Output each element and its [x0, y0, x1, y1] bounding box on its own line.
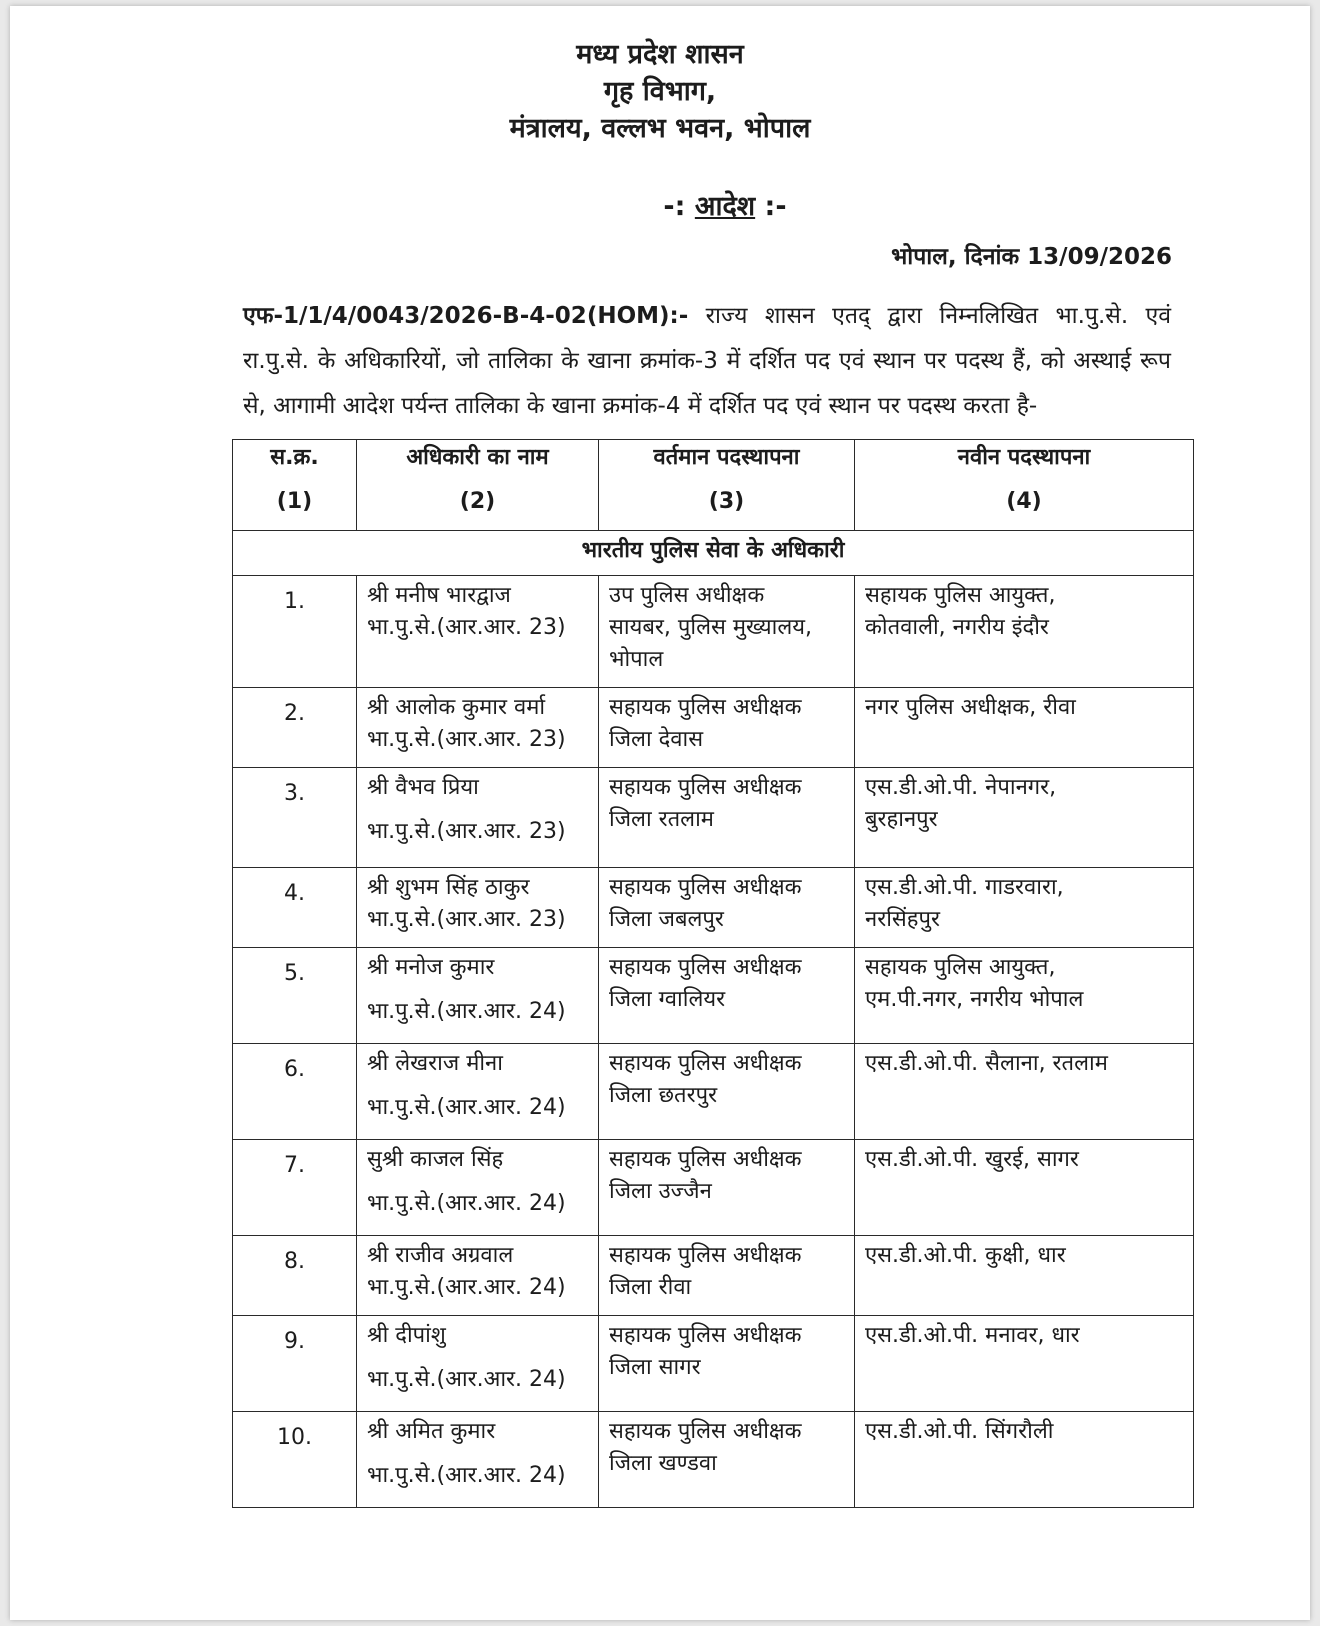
officer-rank: भा.पु.से.(आर.आर. 23): [367, 727, 566, 752]
officer-name: श्री अमित कुमार: [367, 1419, 496, 1444]
officer-rank: भा.पु.से.(आर.आर. 24): [367, 1275, 566, 1300]
table-row: [233, 1140, 1194, 1236]
officer-rank: भा.पु.से.(आर.आर. 23): [367, 615, 566, 640]
table-row: [233, 1236, 1194, 1316]
officer-name: सुश्री काजल सिंह: [367, 1147, 504, 1172]
row-current-posting: सहायक पुलिस अधीक्षक जिला देवास: [599, 688, 855, 768]
row-new-posting: सहायक पुलिस आयुक्त, एम.पी.नगर, नगरीय भोपाल: [855, 948, 1194, 1044]
row-current-posting: सहायक पुलिस अधीक्षक जिला उज्जैन: [599, 1140, 855, 1236]
officer-name: श्री दीपांशु: [367, 1323, 446, 1348]
row-officer: [357, 948, 599, 1044]
row-serial: 4.: [233, 868, 357, 948]
posting-table: [232, 439, 1194, 1508]
order-heading: [10, 186, 1310, 223]
row-serial: 3.: [233, 768, 357, 868]
officer-name: श्री राजीव अग्रवाल: [367, 1243, 514, 1268]
officer-rank: भा.पु.से.(आर.आर. 24): [367, 1095, 566, 1120]
letterhead: [10, 36, 1310, 147]
row-officer: [357, 688, 599, 768]
row-officer: [357, 1044, 599, 1140]
posting-table-header: [233, 440, 1194, 531]
row-current-posting: सहायक पुलिस अधीक्षक जिला जबलपुर: [599, 868, 855, 948]
order-body: [243, 294, 1171, 429]
row-officer: [357, 1236, 599, 1316]
letterhead-department: गृह विभाग,: [603, 76, 717, 107]
row-officer: [357, 1316, 599, 1412]
row-new-posting: एस.डी.ओ.पी. गाडरवारा, नरसिंहपुर: [855, 868, 1194, 948]
officer-rank: भा.पु.से.(आर.आर. 23): [367, 819, 566, 844]
order-heading-suffix: :-: [764, 191, 787, 222]
header-current-posting-number: (3): [708, 489, 745, 514]
row-current-posting: सहायक पुलिस अधीक्षक जिला खण्डवा: [599, 1412, 855, 1508]
order-date: भोपाल, दिनांक 13/09/2026: [891, 244, 1172, 270]
row-officer: [357, 1412, 599, 1508]
header-serial: स.क्र. (1): [233, 440, 357, 531]
officer-name: श्री आलोक कुमार वर्मा: [367, 695, 546, 720]
order-reference-number: एफ-1/1/4/0043/2026-B-4-02(HOM):-: [243, 303, 689, 329]
row-new-posting: एस.डी.ओ.पी. सैलाना, रतलाम: [855, 1044, 1194, 1140]
row-current-posting: सहायक पुलिस अधीक्षक जिला रतलाम: [599, 768, 855, 868]
row-new-posting: एस.डी.ओ.पी. खुरई, सागर: [855, 1140, 1194, 1236]
order-heading-title: आदेश: [694, 191, 756, 222]
officer-name: श्री मनीष भारद्वाज: [367, 583, 511, 608]
header-serial-number: (1): [276, 489, 313, 514]
row-serial: 6.: [233, 1044, 357, 1140]
table-row: [233, 576, 1194, 688]
table-row: [233, 868, 1194, 948]
header-officer-name: अधिकारी का नाम (2): [357, 440, 599, 531]
row-new-posting: एस.डी.ओ.पी. मनावर, धार: [855, 1316, 1194, 1412]
row-serial: 8.: [233, 1236, 357, 1316]
officer-rank: भा.पु.से.(आर.आर. 23): [367, 907, 566, 932]
officer-name: श्री मनोज कुमार: [367, 955, 495, 980]
letterhead-address: मंत्रालय, वल्लभ भवन, भोपाल: [509, 113, 811, 144]
officer-rank: भा.पु.से.(आर.आर. 24): [367, 1463, 566, 1488]
header-new-posting: नवीन पदस्थापना (4): [855, 440, 1194, 531]
officer-rank: भा.पु.से.(आर.आर. 24): [367, 1367, 566, 1392]
table-row: [233, 768, 1194, 868]
row-current-posting: सहायक पुलिस अधीक्षक जिला छतरपुर: [599, 1044, 855, 1140]
officer-name: श्री शुभम सिंह ठाकुर: [367, 875, 530, 900]
row-new-posting: एस.डी.ओ.पी. कुक्षी, धार: [855, 1236, 1194, 1316]
header-current-posting: वर्तमान पदस्थापना (3): [599, 440, 855, 531]
row-current-posting: सहायक पुलिस अधीक्षक जिला ग्वालियर: [599, 948, 855, 1044]
row-serial: 7.: [233, 1140, 357, 1236]
section-row: [233, 531, 1194, 576]
row-new-posting: सहायक पुलिस आयुक्त, कोतवाली, नगरीय इंदौर: [855, 576, 1194, 688]
row-new-posting: एस.डी.ओ.पी. नेपानगर, बुरहानपुर: [855, 768, 1194, 868]
letterhead-government: मध्य प्रदेश शासन: [576, 39, 744, 70]
table-row: [233, 1316, 1194, 1412]
row-current-posting: उप पुलिस अधीक्षक सायबर, पुलिस मुख्यालय, भोपाल: [599, 576, 855, 688]
row-serial: 9.: [233, 1316, 357, 1412]
table-row: [233, 688, 1194, 768]
row-officer: [357, 768, 599, 868]
table-row: [233, 1412, 1194, 1508]
officer-name: श्री वैभव प्रिया: [367, 775, 479, 800]
row-officer: [357, 868, 599, 948]
table-row: [233, 1044, 1194, 1140]
table-row: [233, 948, 1194, 1044]
header-new-posting-number: (4): [1006, 489, 1042, 514]
row-new-posting: नगर पुलिस अधीक्षक, रीवा: [855, 688, 1194, 768]
row-new-posting: एस.डी.ओ.पी. सिंगरौली: [855, 1412, 1194, 1508]
header-officer-name-number: (2): [459, 489, 496, 514]
section-title: भारतीय पुलिस सेवा के अधिकारी: [233, 531, 1194, 576]
order-body-text: राज्य शासन एतद् द्वारा निम्नलिखित भा.पु.से. एवं रा.पु.से. के अधिकारियों, जो तालिका के खाना क्रमांक-3 में दर्शित पद एवं स्थान पर पदस्थ हैं, को अस्थाई रूप से, आगामी आदेश पर्यन्त तालिका के खाना क्रमांक-4 में दर्शित पद एवं स्थान पर पदस्थ करता है-: [243, 303, 1171, 419]
order-heading-prefix: -:: [663, 191, 686, 222]
row-serial: 1.: [233, 576, 357, 688]
row-serial: 5.: [233, 948, 357, 1044]
row-officer: [357, 576, 599, 688]
officer-rank: भा.पु.से.(आर.आर. 24): [367, 999, 566, 1024]
row-serial: 10.: [233, 1412, 357, 1508]
row-serial: 2.: [233, 688, 357, 768]
row-officer: [357, 1140, 599, 1236]
document-page: [10, 6, 1310, 1620]
officer-name: श्री लेखराज मीना: [367, 1051, 503, 1076]
officer-rank: भा.पु.से.(आर.आर. 24): [367, 1191, 566, 1216]
row-current-posting: सहायक पुलिस अधीक्षक जिला रीवा: [599, 1236, 855, 1316]
row-current-posting: सहायक पुलिस अधीक्षक जिला सागर: [599, 1316, 855, 1412]
